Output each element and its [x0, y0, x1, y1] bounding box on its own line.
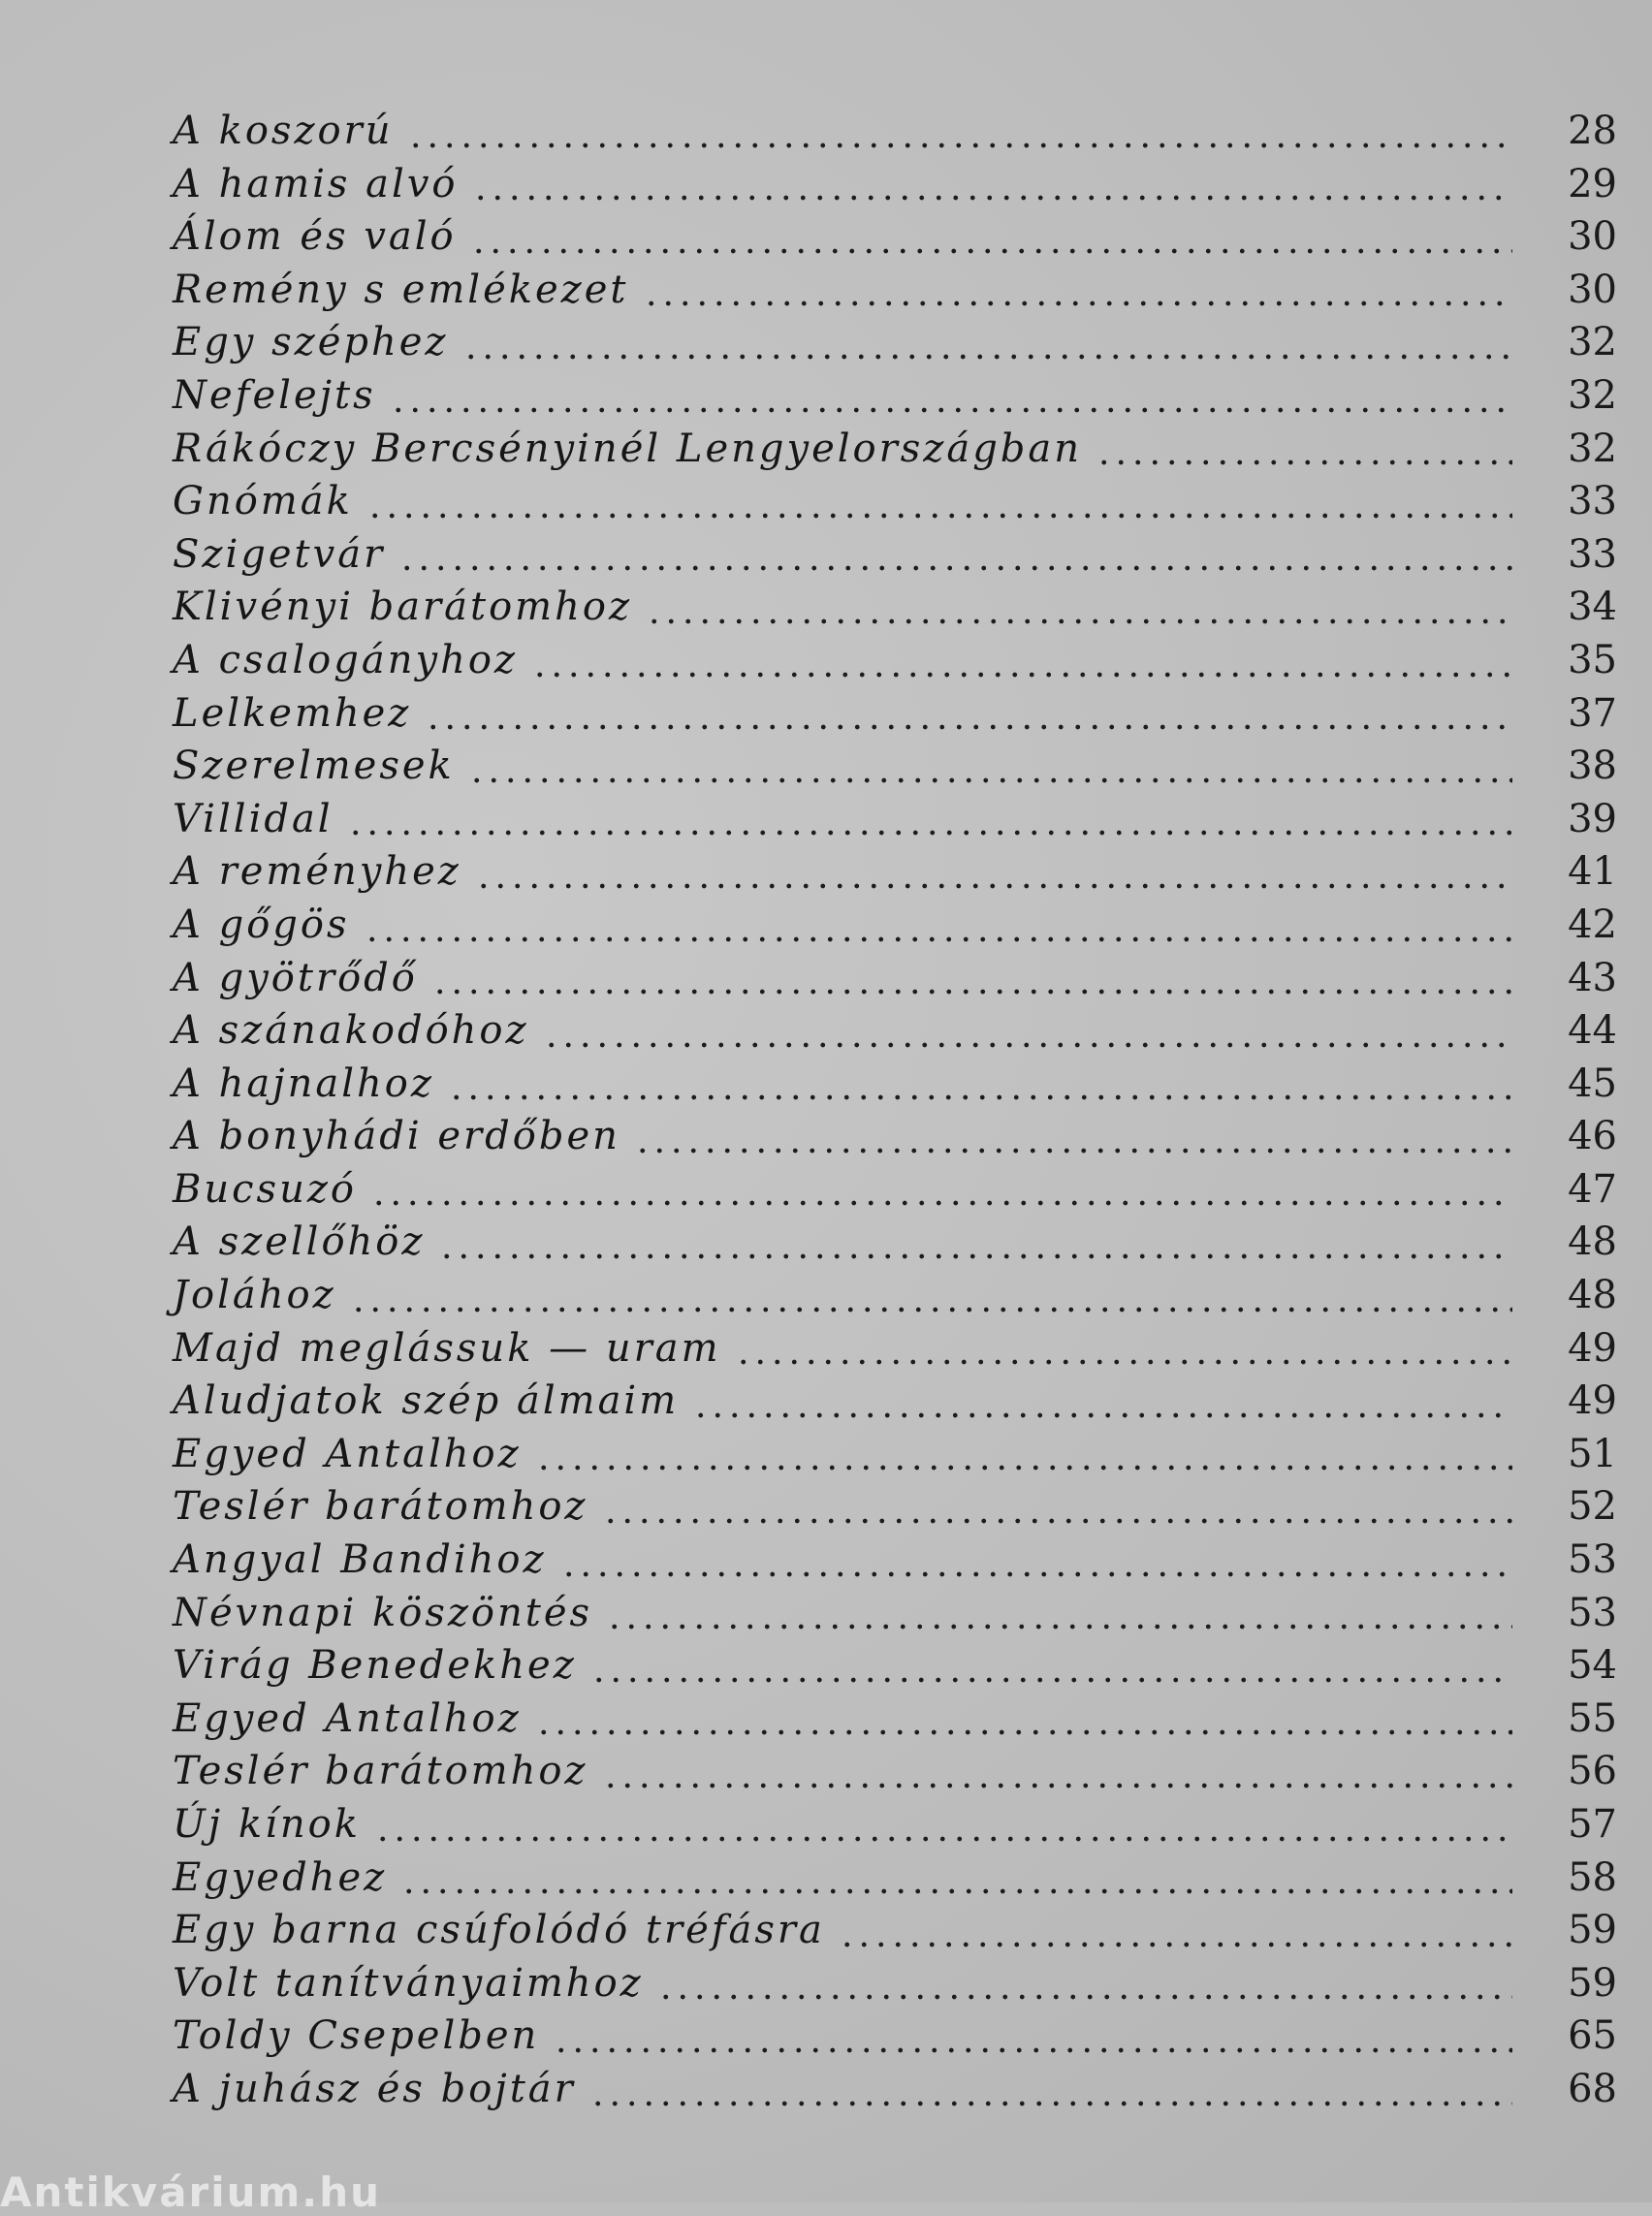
toc-entry — [173, 1484, 1617, 1537]
toc-entry-page-number: 52 — [1568, 1484, 1617, 1530]
toc-entry-title: A szellőhöz — [173, 1219, 426, 1265]
toc-entry-page-number: 53 — [1568, 1537, 1617, 1583]
toc-entry-page-number: 56 — [1568, 1749, 1617, 1794]
toc-entry-title: Névnapi köszöntés — [173, 1590, 593, 1635]
dot-leader — [839, 1942, 1512, 1947]
toc-entry-page-number: 54 — [1568, 1643, 1617, 1689]
toc-entry — [173, 1326, 1617, 1379]
toc-entry — [173, 427, 1617, 480]
toc-entry — [173, 1167, 1617, 1220]
toc-entry-title: Gnómák — [173, 479, 353, 524]
toc-entry-title: Egyedhez — [173, 1854, 388, 1900]
toc-entry-page-number: 38 — [1568, 744, 1617, 789]
toc-entry — [173, 1749, 1617, 1802]
toc-entry-title: Szerelmesek — [173, 744, 455, 789]
toc-entry-page-number: 57 — [1568, 1802, 1617, 1847]
toc-entry — [173, 1855, 1617, 1909]
toc-entry-title: Egy barna csúfolódó tréfásra — [173, 1908, 825, 1953]
toc-entry — [173, 320, 1617, 373]
toc-entry-page-number: 35 — [1568, 637, 1617, 682]
toc-entry — [173, 1273, 1617, 1326]
toc-entry-page-number: 32 — [1568, 372, 1617, 418]
dot-leader — [531, 672, 1512, 678]
toc-entry — [173, 744, 1617, 797]
toc-entry-page-number: 48 — [1568, 1273, 1617, 1318]
toc-entry-page-number: 59 — [1568, 1908, 1617, 1953]
dot-leader — [425, 724, 1512, 730]
toc-entry-page-number: 49 — [1568, 1325, 1617, 1371]
toc-entry-page-number: 65 — [1568, 2013, 1617, 2059]
toc-entry — [173, 1219, 1617, 1273]
toc-entry-title: A gőgös — [173, 902, 350, 947]
dot-leader — [692, 1412, 1512, 1418]
dot-leader — [390, 407, 1512, 413]
toc-entry-title: A hamis alvó — [173, 161, 459, 206]
dot-leader — [643, 301, 1512, 306]
toc-entry-title: Remény s emlékezet — [173, 267, 629, 312]
toc-entry — [173, 1061, 1617, 1115]
toc-entry-page-number: 68 — [1568, 2066, 1617, 2111]
toc-entry — [173, 585, 1617, 638]
toc-entry — [173, 214, 1617, 268]
toc-entry — [173, 1591, 1617, 1644]
dot-leader — [535, 1465, 1512, 1471]
dot-leader — [543, 1042, 1512, 1048]
toc-entry-title: Lelkemhez — [173, 690, 412, 736]
dot-leader — [646, 618, 1512, 624]
dot-leader — [400, 1888, 1512, 1894]
toc-entry-title: Toldy Csepelben — [173, 2013, 540, 2059]
toc-entry — [173, 1802, 1617, 1855]
toc-entry-title: Volt tanítványaimhoz — [173, 1960, 644, 2006]
toc-entry-title: Szigetvár — [173, 531, 386, 577]
toc-entry-page-number: 59 — [1568, 1960, 1617, 2006]
toc-entry — [173, 268, 1617, 321]
toc-entry — [173, 1537, 1617, 1591]
dot-leader — [398, 565, 1512, 571]
dot-leader — [407, 142, 1513, 148]
dot-leader — [448, 1094, 1512, 1100]
toc-entry-page-number: 51 — [1568, 1431, 1617, 1476]
toc-entry-title: Jolához — [173, 1273, 336, 1318]
toc-entry-page-number: 42 — [1568, 902, 1617, 947]
toc-entry-page-number: 29 — [1568, 161, 1617, 206]
toc-entry — [173, 2067, 1617, 2120]
dot-leader — [438, 1253, 1512, 1259]
toc-entry — [173, 1378, 1617, 1432]
dot-leader — [475, 883, 1512, 889]
toc-entry-title: Bucsuzó — [173, 1166, 358, 1212]
toc-entry-page-number: 32 — [1568, 426, 1617, 471]
toc-entry-title: A bonyhádi erdőben — [173, 1114, 620, 1159]
toc-entry — [173, 691, 1617, 744]
dot-leader — [735, 1359, 1512, 1365]
toc-entry-title: A szánakodóhoz — [173, 1008, 529, 1054]
dot-leader — [634, 1148, 1512, 1154]
dot-leader — [462, 354, 1512, 360]
toc-entry-title: Rákóczy Bercsényinél Lengyelországban — [173, 426, 1083, 471]
dot-leader — [560, 1571, 1512, 1577]
toc-entry-page-number: 53 — [1568, 1590, 1617, 1635]
dot-leader — [468, 777, 1512, 783]
toc-entry-title: Álom és való — [173, 214, 457, 260]
toc-entry — [173, 797, 1617, 850]
dot-leader — [602, 1783, 1513, 1789]
toc-entry-title: A koszorú — [173, 109, 394, 153]
toc-entry-page-number: 37 — [1568, 690, 1617, 736]
toc-entry — [173, 1114, 1617, 1167]
toc-entry-page-number: 47 — [1568, 1166, 1617, 1212]
dot-leader — [602, 1518, 1513, 1524]
toc-entry-title: Nefelejts — [173, 372, 376, 418]
toc-entry — [173, 532, 1617, 586]
dot-leader — [470, 248, 1512, 254]
dot-leader — [364, 936, 1512, 942]
toc-entry-title: Virág Benedekhez — [173, 1643, 577, 1689]
toc-entry — [173, 1908, 1617, 1961]
toc-entry-page-number: 55 — [1568, 1695, 1617, 1741]
toc-entry-title: Aludjatok szép álmaim — [173, 1378, 680, 1424]
toc-entry — [173, 638, 1617, 691]
toc-entry-title: Villidal — [173, 796, 334, 841]
toc-entry-page-number: 30 — [1568, 214, 1617, 260]
toc-entry-page-number: 49 — [1568, 1378, 1617, 1424]
toc-entry-page-number: 28 — [1568, 109, 1617, 153]
toc-entry-page-number: 45 — [1568, 1061, 1617, 1106]
toc-entry-title: Egy széphez — [173, 320, 449, 365]
toc-entry — [173, 373, 1617, 427]
toc-entry — [173, 1432, 1617, 1485]
toc-entry-page-number: 41 — [1568, 849, 1617, 895]
toc-entry — [173, 479, 1617, 532]
toc-entry-page-number: 58 — [1568, 1854, 1617, 1900]
toc-entry-page-number: 44 — [1568, 1008, 1617, 1054]
toc-entry-page-number: 32 — [1568, 320, 1617, 365]
toc-entry-title: A juhász és bojtár — [173, 2066, 576, 2111]
toc-entry — [173, 849, 1617, 902]
dot-leader — [431, 989, 1512, 995]
toc-entry-page-number: 48 — [1568, 1219, 1617, 1265]
toc-entry — [173, 1961, 1617, 2014]
toc-entry — [173, 1008, 1617, 1061]
dot-leader — [370, 1200, 1512, 1206]
toc-entry-title: Teslér barátomhoz — [173, 1484, 588, 1530]
toc-entry-page-number: 34 — [1568, 585, 1617, 630]
dot-leader — [472, 195, 1513, 201]
toc-entry-page-number: 43 — [1568, 955, 1617, 1000]
dot-leader — [366, 513, 1512, 519]
toc-entry — [173, 956, 1617, 1009]
toc-entry-title: Egyed Antalhoz — [173, 1431, 522, 1476]
toc-entry — [173, 2013, 1617, 2067]
dot-leader — [350, 1307, 1512, 1313]
toc-entry-page-number: 33 — [1568, 531, 1617, 577]
toc-entry-title: Klivényi barátomhoz — [173, 585, 633, 630]
table-of-contents — [173, 109, 1617, 2120]
dot-leader — [590, 1677, 1512, 1683]
dot-leader — [589, 2101, 1512, 2106]
toc-entry-title: Majd meglássuk — uram — [173, 1325, 721, 1371]
toc-entry-title: Új kínok — [173, 1802, 361, 1847]
toc-entry-title: Egyed Antalhoz — [173, 1695, 522, 1741]
toc-entry — [173, 1696, 1617, 1750]
toc-entry — [173, 162, 1617, 215]
dot-leader — [553, 2047, 1512, 2053]
toc-entry-page-number: 46 — [1568, 1114, 1617, 1159]
dot-leader — [347, 830, 1512, 836]
dot-leader — [657, 1994, 1512, 2000]
toc-entry-title: A reményhez — [173, 849, 461, 895]
watermark: Antikvárium.hu — [0, 2169, 382, 2216]
toc-entry-title: A gyötrődő — [173, 955, 418, 1000]
toc-entry-title: Angyal Bandihoz — [173, 1537, 547, 1583]
toc-entry-page-number: 33 — [1568, 479, 1617, 524]
dot-leader — [374, 1836, 1512, 1842]
toc-entry-page-number: 30 — [1568, 267, 1617, 312]
dot-leader — [606, 1624, 1512, 1630]
toc-entry-title: A hajnalhoz — [173, 1061, 434, 1106]
toc-entry — [173, 1643, 1617, 1696]
toc-entry — [173, 109, 1617, 162]
dot-leader — [1096, 459, 1512, 465]
dot-leader — [535, 1729, 1512, 1735]
toc-entry-page-number: 39 — [1568, 796, 1617, 841]
toc-entry-title: A csalogányhoz — [173, 637, 518, 682]
toc-entry — [173, 902, 1617, 956]
toc-entry-title: Teslér barátomhoz — [173, 1749, 588, 1794]
